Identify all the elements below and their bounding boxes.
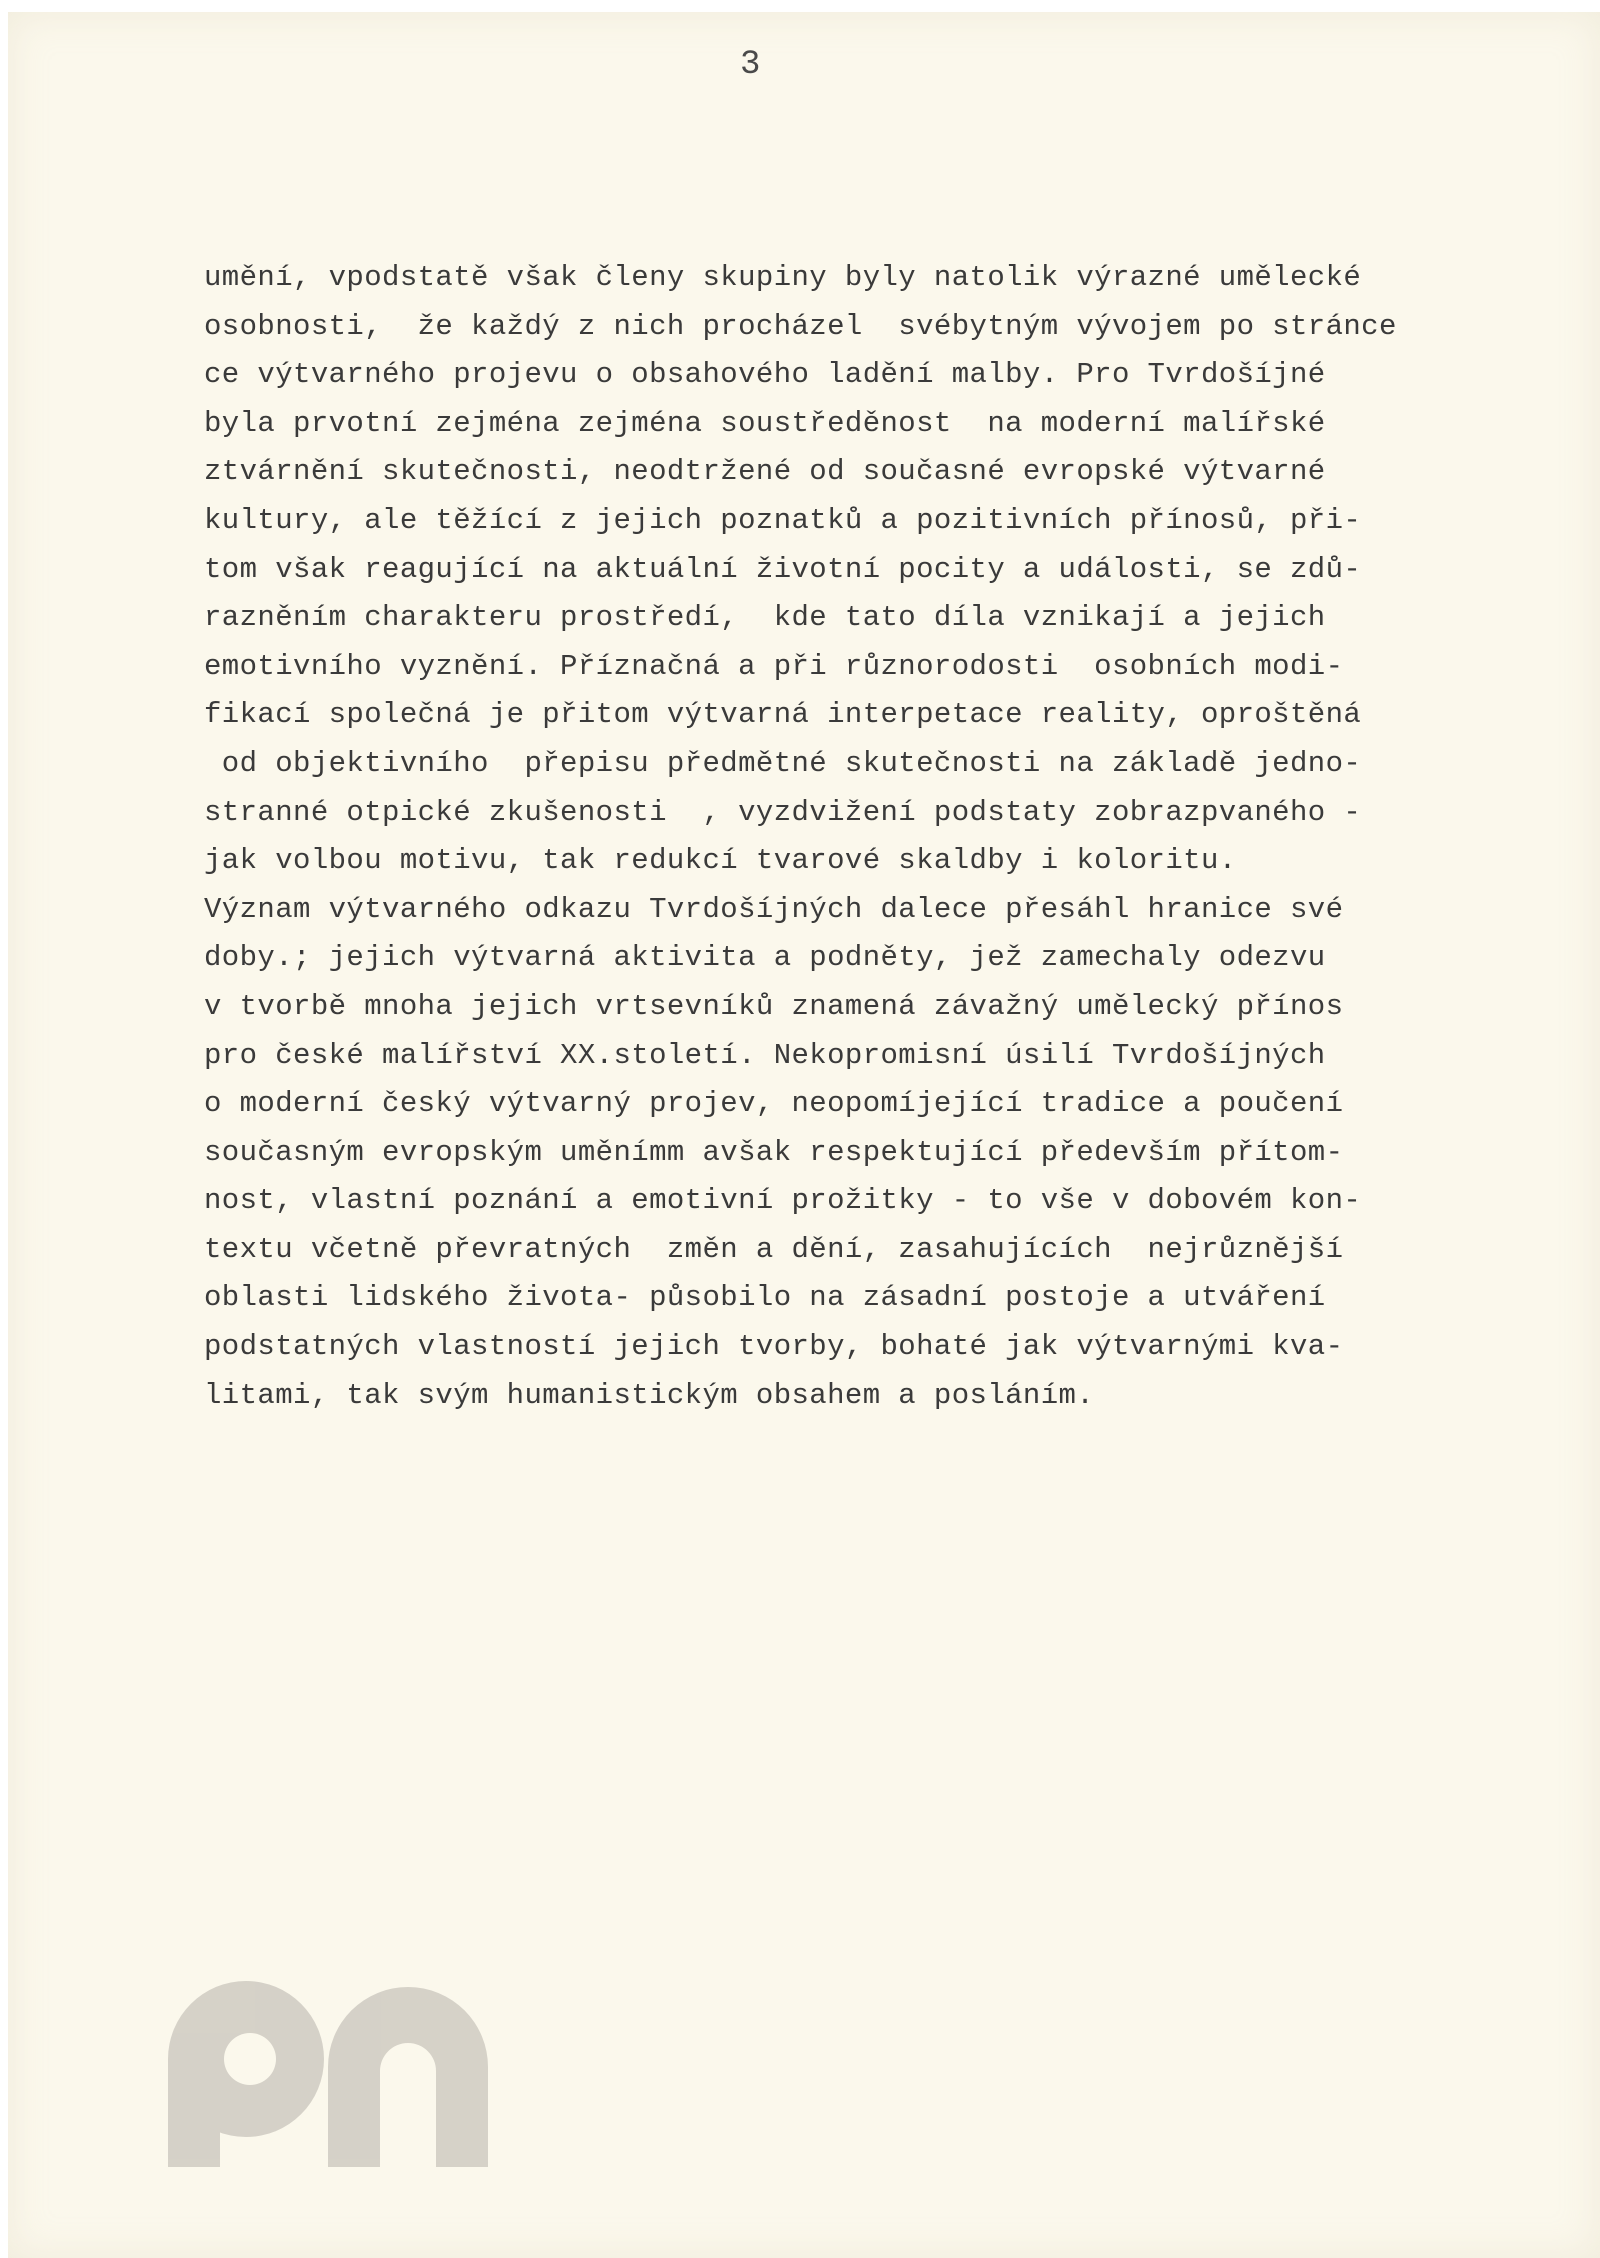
text-line: Význam výtvarného odkazu Tvrdošíjných dalece přesáhl hranice své (204, 892, 1344, 926)
text-line: doby.; jejich výtvarná aktivita a podněty, jež zamechaly odezvu (204, 941, 1326, 975)
text-line: byla prvotní zejména zejména soustředěnost na moderní malířské (204, 406, 1326, 440)
text-line: oblasti lidského života- působilo na zásadní postoje a utváření (204, 1281, 1326, 1315)
text-line: textu včetně převratných změn a dění, zasahujících nejrůznější (204, 1232, 1344, 1266)
text-line: jak volbou motivu, tak redukcí tvarové skaldby i koloritu. (204, 844, 1237, 878)
text-line: tom však reagující na aktuální životní pocity a události, se zdů- (204, 552, 1362, 586)
text-line: razněním charakteru prostředí, kde tato díla vznikají a jejich (204, 601, 1326, 635)
text-line: ztvárnění skutečnosti, neodtržené od současné evropské výtvarné (204, 455, 1326, 489)
text-line: stranné otpické zkušenosti , vyzdvižení podstaty zobrazpvaného - (204, 795, 1362, 829)
text-line: podstatných vlastností jejich tvorby, bohaté jak výtvarnými kva- (204, 1330, 1344, 1364)
text-line: litami, tak svým humanistickým obsahem a posláním. (204, 1378, 1095, 1412)
text-line: od objektivního přepisu předmětné skutečnosti na základě jedno- (204, 746, 1362, 780)
text-line: fikací společná je přitom výtvarná interpetace reality, oproštěná (204, 698, 1362, 732)
gallery-logo-icon (158, 1967, 498, 2167)
text-line: v tvorbě mnoha jejich vrtsevníků znamená závažný umělecký přínos (204, 989, 1344, 1023)
text-line: osobnosti, že každý z nich procházel svébytným vývojem po stránce (204, 309, 1397, 343)
text-line: umění, vpodstatě však členy skupiny byly natolik výrazné umělecké (204, 261, 1362, 294)
text-line: současným evropským uměnímm avšak respektující především přítom- (204, 1135, 1344, 1169)
text-line: kultury, ale těžící z jejich poznatků a pozitivních přínosů, při- (204, 503, 1362, 537)
document-page (8, 12, 1600, 2258)
text-line: emotivního vyznění. Příznačná a při různorodosti osobních modi- (204, 649, 1344, 683)
page-number: 3 (740, 46, 761, 84)
body-text (204, 254, 1544, 1420)
text-line: pro české malířství XX.století. Nekopromisní úsilí Tvrdošíjných (204, 1038, 1326, 1072)
text-line: o moderní český výtvarný projev, neopomíjející tradice a poučení (204, 1087, 1344, 1121)
text-line: ce výtvarného projevu o obsahového ladění malby. Pro Tvrdošíjné (204, 358, 1326, 392)
text-line: nost, vlastní poznání a emotivní prožitky - to vše v dobovém kon- (204, 1184, 1362, 1218)
